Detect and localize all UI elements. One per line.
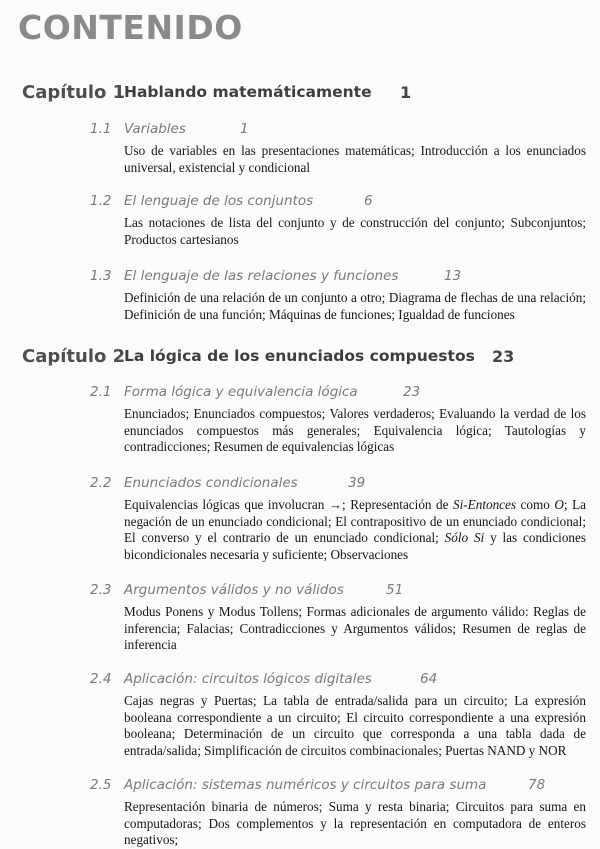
section-number: 1.1 xyxy=(90,121,112,137)
chapter-page: 23 xyxy=(492,347,515,366)
section-title: Variables xyxy=(124,121,186,137)
section-2-2 xyxy=(90,475,586,563)
section-1-1 xyxy=(90,121,586,176)
section-number: 2.1 xyxy=(90,384,112,400)
section-summary: Enunciados; Enunciados compuestos; Valores verdaderos; Evaluando la verdad de los enunciados compuestos más generales; Equivalencia lógica; Tautologías y contradicciones; Resumen de equivalencias lógicas xyxy=(124,406,586,455)
chapter-label: Capítulo 1 xyxy=(22,82,126,103)
section-page: 1 xyxy=(240,121,249,137)
section-summary: Equivalencias lógicas que involucran →; Representación de Si-Entonces como O; La negación de un enunciado condicional; El contrapositivo de un enunciado condicional; El converso y el contrario de un enunciado condicional; Sólo Si y las condiciones bicondicionales necesaria y suficiente; Observaciones xyxy=(124,497,587,562)
section-page: 64 xyxy=(420,671,438,687)
section-number: 2.3 xyxy=(90,582,112,598)
section-title: Enunciados condicionales xyxy=(124,475,298,491)
section-page: 6 xyxy=(364,193,373,209)
section-title: Forma lógica y equivalencia lógica xyxy=(124,384,358,400)
section-2-4 xyxy=(90,671,586,759)
section-number: 2.5 xyxy=(90,777,112,793)
section-2-5 xyxy=(90,777,586,849)
section-title: El lenguaje de las relaciones y funciones xyxy=(124,268,399,284)
section-number: 2.2 xyxy=(90,475,112,491)
chapter-2-heading xyxy=(22,346,515,367)
section-summary: Modus Ponens y Modus Tollens; Formas adicionales de argumento válido: Reglas de inferencia; Falacias; Contradicciones y Argumentos válidos; Resumen de reglas de inferencia xyxy=(124,604,586,653)
section-title: El lenguaje de los conjuntos xyxy=(124,193,314,209)
section-title: Aplicación: circuitos lógicos digitales xyxy=(124,671,372,687)
chapter-label: Capítulo 2 xyxy=(22,346,126,367)
page-title: CONTENIDO xyxy=(18,8,243,47)
chapter-1-heading xyxy=(22,82,412,103)
section-title: Aplicación: sistemas numéricos y circuitos para suma xyxy=(124,777,487,793)
section-2-1 xyxy=(90,384,586,456)
section-2-3 xyxy=(90,582,586,654)
section-number: 1.3 xyxy=(90,268,112,284)
chapter-title: La lógica de los enunciados compuestos xyxy=(124,347,475,365)
section-page: 51 xyxy=(386,582,404,598)
section-page: 39 xyxy=(348,475,366,491)
section-summary: Cajas negras y Puertas; La tabla de entrada/salida para un circuito; La expresión booleana correspondiente a un circuito; El circuito correspondiente a una expresión booleana; Determinación de un circuito que corresponda a una tabla dada de entrada/salida; Simplificación de circuitos combinacionales; Puertas NAND y NOR xyxy=(124,693,586,758)
section-page: 13 xyxy=(444,268,462,284)
section-summary: Representación binaria de números; Suma y resta binaria; Circuitos para suma en computadoras; Dos complementos y la representación en computadora de enteros negativos; xyxy=(124,799,586,848)
section-1-2 xyxy=(90,193,586,248)
section-1-3 xyxy=(90,268,586,323)
section-page: 23 xyxy=(403,384,421,400)
section-number: 2.4 xyxy=(90,671,112,687)
section-page: 78 xyxy=(528,777,546,793)
chapter-page: 1 xyxy=(400,83,412,102)
section-title: Argumentos válidos y no válidos xyxy=(124,582,344,598)
section-summary: Las notaciones de lista del conjunto y de construcción del conjunto; Subconjuntos; Productos cartesianos xyxy=(124,215,586,247)
section-number: 1.2 xyxy=(90,193,112,209)
section-summary: Uso de variables en las presentaciones matemáticas; Introducción a los enunciados universal, existencial y condicional xyxy=(124,143,586,175)
section-summary: Definición de una relación de un conjunto a otro; Diagrama de flechas de una relación; Definición de una función; Máquinas de funciones; Igualdad de funciones xyxy=(124,290,586,322)
chapter-title: Hablando matemáticamente xyxy=(124,83,372,101)
